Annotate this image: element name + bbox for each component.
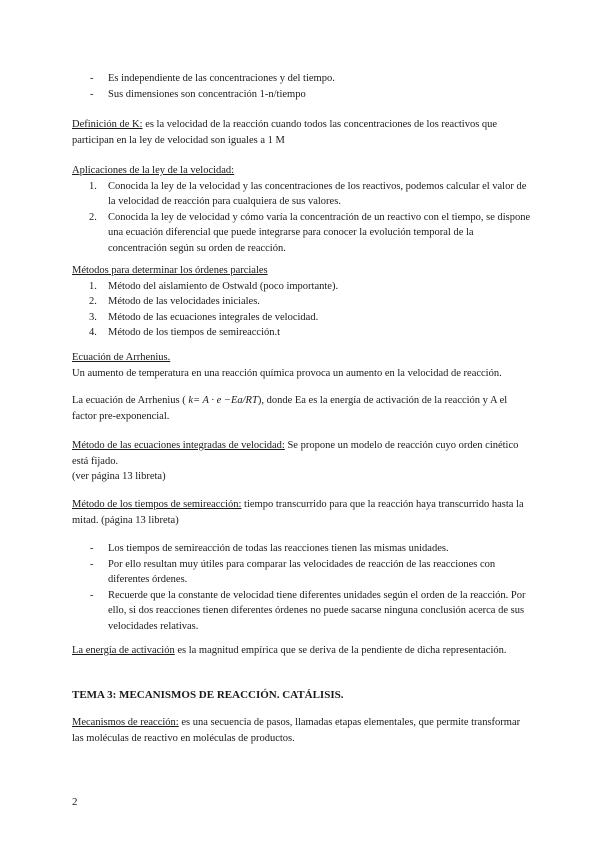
aplicaciones-title: Aplicaciones de la ley de la velocidad: bbox=[72, 165, 235, 176]
integradas-section: Método de las ecuaciones integradas de velocidad: Se propone un modelo de reacción cuyo orden cinético está fijado. (ver página 13 libreta) bbox=[72, 438, 532, 485]
semireaccion-section: Método de los tiempos de semireacción: tiempo transcurrido para que la reacción haya transcurrido hasta la mitad. (página 13 libreta) bbox=[72, 499, 524, 526]
arrhenius-formula: k= A · e −Ea/RT bbox=[188, 395, 258, 406]
list-item: - Los tiempos de semireacción de todas las reacciones tienen las mismas unidades. bbox=[72, 541, 532, 557]
list-item: 2. Conocida la ley de velocidad y cómo varía la concentración de un reactivo con el tiempo, se dispone una ecuación diferencial que puede integrarse para conocer la evolución temporal de la concentración según su orden de reacción. bbox=[89, 211, 531, 254]
list-item: - Es independiente de las concentraciones y del tiempo. bbox=[72, 71, 532, 87]
semireaccion-label: Método de los tiempos de semireacción: bbox=[72, 499, 242, 510]
aplicaciones-list bbox=[72, 179, 532, 257]
def-k-text: es la velocidad de la reacción cuando todos las concentraciones de los reactivos que participan en la ley de velocidad son iguales a 1 M bbox=[72, 119, 498, 146]
def-k-paragraph bbox=[72, 117, 532, 148]
page-number: 2 bbox=[72, 796, 78, 808]
list-item: 1. Método del aislamiento de Ostwald (poco importante). bbox=[89, 280, 339, 292]
list-item: 4. Método de los tiempos de semireacción.t bbox=[89, 327, 281, 338]
metodos-list bbox=[72, 279, 532, 341]
activacion-label: La energía de activación bbox=[72, 645, 175, 656]
list-item: - Sus dimensiones son concentración 1-n/tiempo bbox=[72, 87, 532, 103]
integradas-label: Método de las ecuaciones integradas de velocidad: bbox=[72, 440, 285, 451]
mecanismos-paragraph: Mecanismos de reacción: es una secuencia de pasos, llamadas etapas elementales, que permite transformar las moléculas de reactivo en moléculas de productos. bbox=[72, 717, 521, 744]
metodos-title: Métodos para determinar los órdenes parciales bbox=[72, 265, 268, 276]
list-item: 2. Método de las velocidades iniciales. bbox=[89, 296, 260, 307]
arrhenius-section bbox=[72, 350, 532, 381]
list-item: 3. Método de las ecuaciones integrales de velocidad. bbox=[89, 311, 319, 323]
top-list-block bbox=[72, 71, 532, 102]
activacion-paragraph: La energía de activación es la magnitud empírica que se deriva de la pendiente de dicha representación. bbox=[72, 645, 507, 656]
aplicaciones-section bbox=[72, 163, 532, 256]
list-item: 1. Conocida la ley de la velocidad y las concentraciones de los reactivos, podemos calcular el valor de la velocidad de reacción para cualquiera de sus valores. bbox=[89, 180, 527, 207]
semireaccion-list-block bbox=[72, 541, 532, 634]
list-item: - Por ello resultan muy útiles para comparar las velocidades de reacción de las reacciones con diferentes órdenes. bbox=[72, 557, 532, 588]
list-item: - Recuerde que la constante de velocidad tiene diferentes unidades según el orden de la reacción. Por ello, si dos reacciones tienen diferentes órdenes no puede sacarse ninguna conclusión acerca de sus velocidades relativas. bbox=[72, 588, 532, 635]
top-list bbox=[72, 71, 532, 102]
arrhenius-title: Ecuación de Arrhenius. bbox=[72, 352, 171, 363]
arrhenius-equation-paragraph: La ecuación de Arrhenius ( k= A · e −Ea/RT), donde Ea es la energía de activación de la reacción y A el factor pre-exponencial. bbox=[72, 395, 508, 422]
mecanismos-label: Mecanismos de reacción: bbox=[72, 717, 179, 728]
tema3-heading: TEMA 3: MECANISMOS DE REACCIÓN. CATÁLISIS. bbox=[72, 689, 344, 701]
integradas-note: (ver página 13 libreta) bbox=[72, 471, 166, 482]
def-k-label: Definición de K: bbox=[72, 119, 143, 130]
arrhenius-text: Un aumento de temperatura en una reacción química provoca un aumento en la velocidad de reacción. bbox=[72, 367, 502, 379]
semireaccion-list bbox=[72, 541, 532, 634]
metodos-section bbox=[72, 263, 532, 341]
